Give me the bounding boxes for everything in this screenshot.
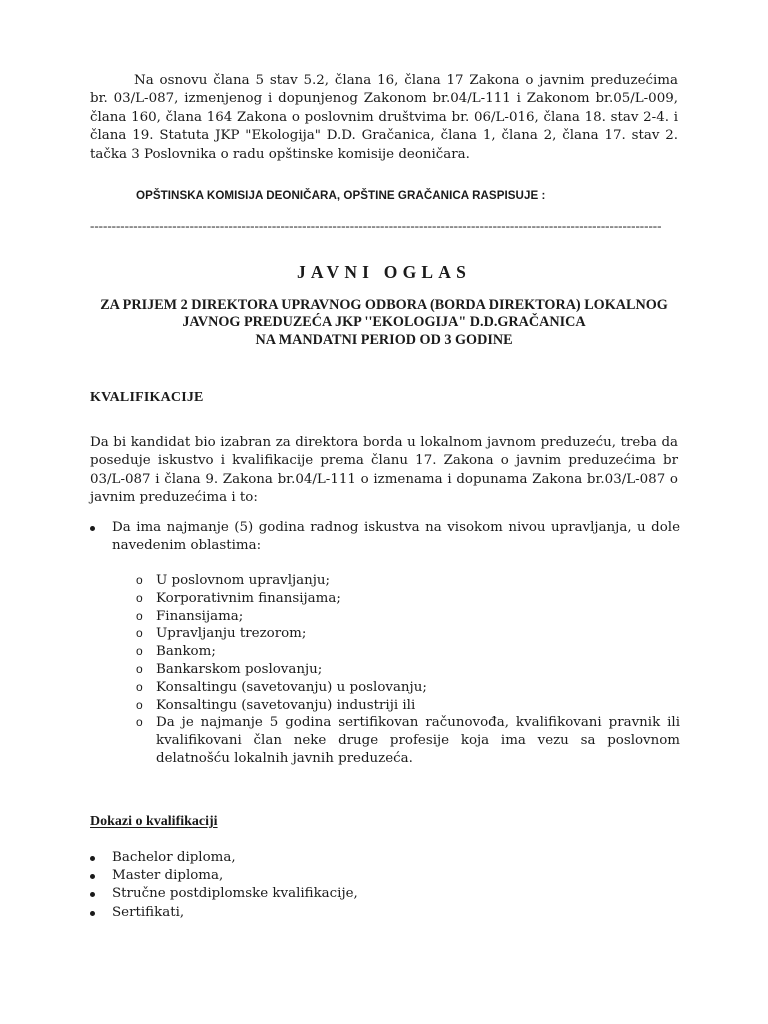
document-title: JAVNI OGLAS: [296, 262, 472, 282]
list-item-text: Upravljanju trezorom;: [156, 626, 307, 642]
dashed-divider: ------------------------------------------------------------------------------------------------------------------------------------: [90, 218, 662, 233]
bullet-dot-icon: [90, 856, 95, 861]
circle-bullet-icon: o: [136, 697, 143, 712]
bullet-dot-icon: [90, 526, 95, 531]
list-item: [90, 867, 650, 885]
bullet-dot-icon: [90, 892, 95, 897]
subtitle-line: JAVNOG PREDUZEĆA JKP ''EKOLOGIJA" D.D.GRAČANICA: [182, 314, 586, 331]
subtitle-line: ZA PRIJEM 2 DIREKTORA UPRAVNOG ODBORA (BORDA DIREKTORA) LOKALNOG: [100, 297, 668, 313]
list-item: [136, 572, 680, 590]
bullet-dot-icon: [90, 874, 95, 879]
section-heading-qualifications: KVALIFIKACIJE: [90, 390, 204, 405]
list-item-text: Bachelor diploma,: [112, 850, 236, 865]
list-item: [136, 608, 680, 626]
list-item: [136, 679, 680, 697]
list-item: [136, 625, 680, 643]
list-item-text: Konsaltingu (savetovanju) industriji ili: [156, 697, 416, 713]
main-bullet-text: Da ima najmanje (5) godina radnog iskustva na visokom nivou upravljanja, u dole navedenim oblastima:: [112, 520, 680, 554]
list-item: [90, 849, 650, 867]
list-item: [136, 643, 680, 661]
announcement-line: OPŠTINSKA KOMISIJA DEONIČARA, OPŠTINE GRAČANICA RASPISUJE :: [136, 189, 546, 202]
circle-bullet-icon: o: [136, 661, 143, 676]
experience-areas-list: [136, 572, 680, 768]
circle-bullet-icon: o: [136, 626, 143, 641]
list-item: [90, 885, 650, 903]
list-item-text: Korporativnim finansijama;: [156, 590, 341, 606]
circle-bullet-icon: o: [136, 590, 143, 605]
circle-bullet-icon: o: [136, 644, 143, 659]
list-item-text: Da je najmanje 5 godina sertifikovan računovođa, kvalifikovani pravnik ili kvalifikovani član neke druge profesije koja ima vezu sa poslovnom delatnošću lokalnih javnih preduzeća.: [156, 715, 680, 766]
circle-bullet-icon: o: [136, 715, 143, 730]
list-item-text: Bankarskom poslovanju;: [156, 661, 323, 677]
subtitle-line: NA MANDATNI PERIOD OD 3 GODINE: [255, 331, 513, 348]
circle-bullet-icon: o: [136, 573, 143, 587]
bullet-dot-icon: [90, 911, 95, 916]
list-item: [136, 697, 680, 715]
list-item-text: Master diploma,: [112, 868, 224, 884]
proof-list: [90, 849, 650, 922]
list-item: [136, 661, 680, 679]
main-bullet-item: [90, 519, 680, 556]
list-item: [136, 714, 680, 767]
circle-bullet-icon: o: [136, 679, 143, 694]
list-item: [90, 904, 650, 922]
list-item-text: Bankom;: [156, 644, 216, 660]
document-subtitle: [84, 297, 684, 349]
list-item-text: Stručne postdiplomske kvalifikacije,: [112, 886, 358, 902]
list-item-text: U poslovnom upravljanju;: [156, 573, 331, 588]
intro-paragraph: Na osnovu člana 5 stav 5.2, člana 16, člana 17 Zakona o javnim preduzećima br. 03/L-087, izmenjenog i dopunjenog Zakonom br.04/L-111 i Zakonom br.05/L-009, člana 160, člana 164 Zakona o poslovnim društvima br. 06/L-016, člana 18. stav 2-4. i člana 19. Statuta JKP "Ekologija" D.D. Gračanica, člana 1, člana 2, člana 17. stav 2. tačka 3 Poslovnika o radu opštinske komisije deoničara.: [90, 73, 678, 162]
circle-bullet-icon: o: [136, 608, 143, 623]
proof-heading: Dokazi o kvalifikaciji: [90, 814, 218, 829]
qualifications-paragraph: Da bi kandidat bio izabran za direktora borda u lokalnom javnom preduzeću, treba da poseduje iskustvo i kvalifikacije prema članu 17. Zakona o javnim preduzećima br 03/L-087 i člana 9. Zakona br.04/L-111 o izmenama i dopunama Zakona br.03/L-087 o javnim preduzećima i to:: [90, 435, 678, 506]
list-item-text: Finansijama;: [156, 608, 244, 624]
list-item-text: Konsaltingu (savetovanju) u poslovanju;: [156, 679, 427, 695]
list-item: [136, 590, 680, 608]
list-item-text: Sertifikati,: [112, 904, 185, 920]
